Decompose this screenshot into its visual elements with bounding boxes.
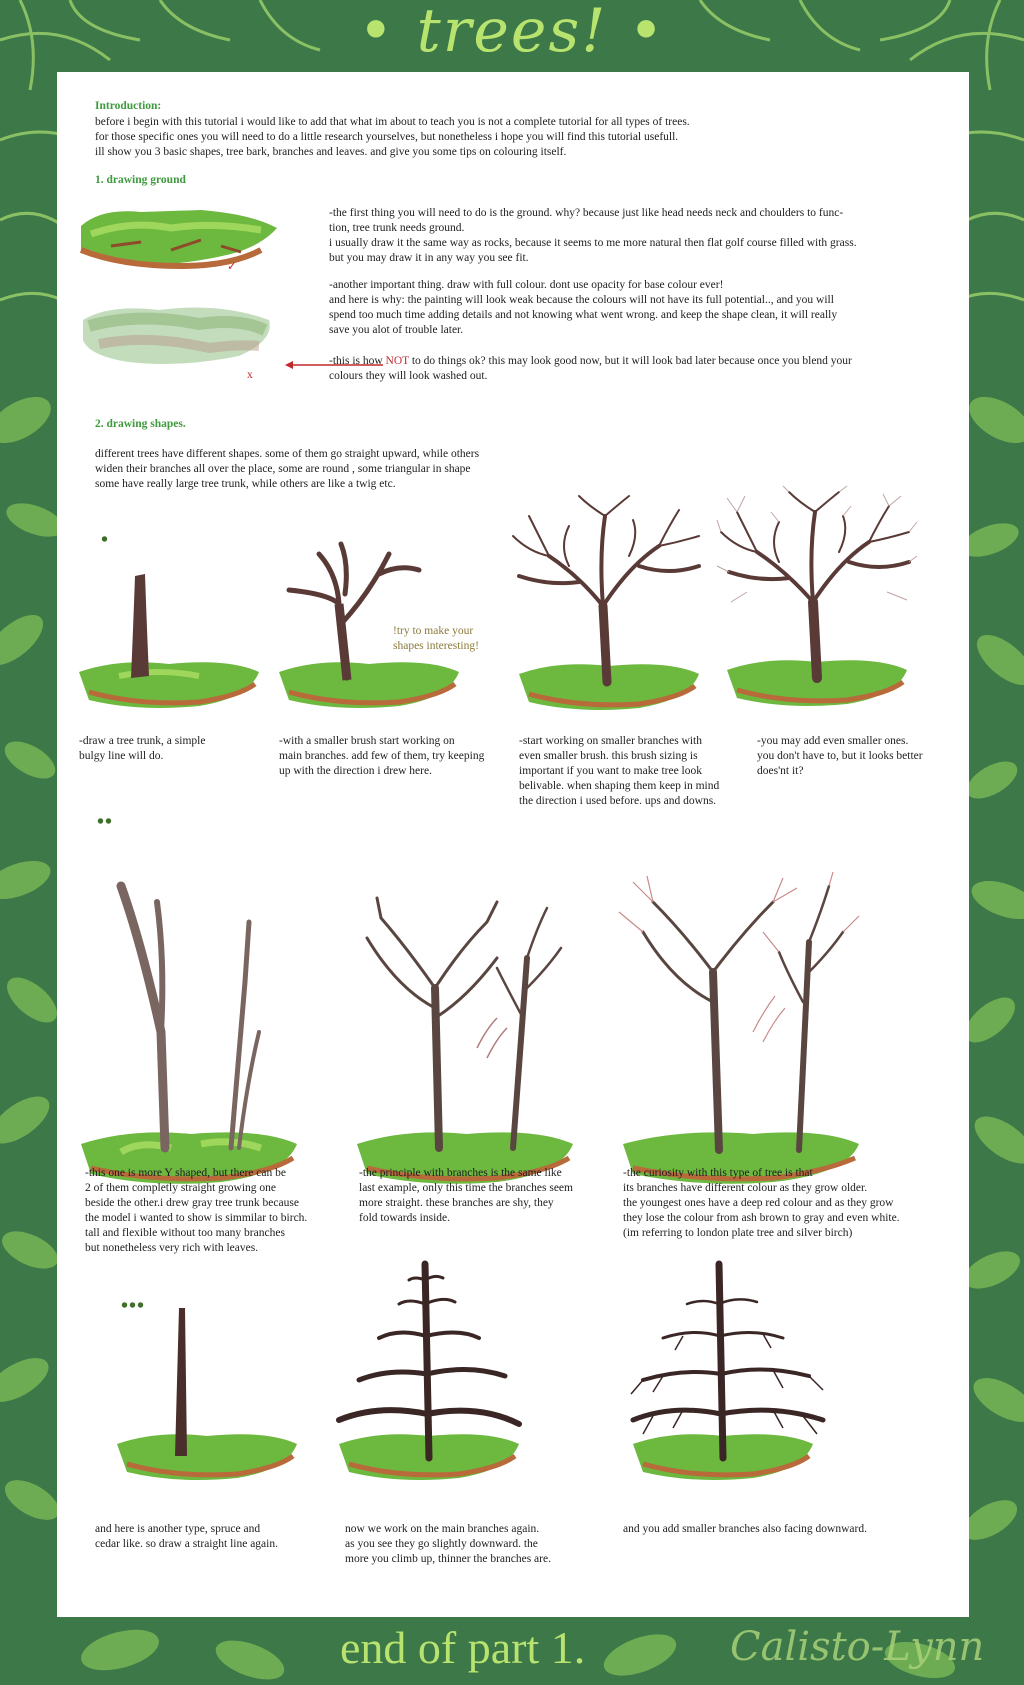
intro-heading: Introduction: [95,100,162,112]
caption-row2-3: -the curiosity with this type of tree is that its branches have different colour as they grow older. the youngest ones have a deep red colour and as they grow they lose the colour from ash brown to gray and even white. (im referring to london plate tree and silver birch) [623,1167,900,1239]
caption-row1-3: -start working on smaller branches with even smaller brush. this brush sizing is important if you want to make tree look belivable. when shaping them keep in mind the direction i used before. ups and downs. [519,735,720,807]
caption-row1-1: -draw a tree trunk, a simple bulgy line will do. [79,735,206,762]
footer-title: end of part 1. [340,1622,586,1673]
caption-row2-2: -the principle with branches is the same like last example, only this time the branches seem more straight. these branches are shy, they fold towards inside. [359,1167,573,1224]
tree-y-shaped-birch [81,882,301,1212]
shapes-heading: 2. drawing shapes. [95,418,186,430]
caption-row3-2: now we work on the main branches again. as you see they go slightly downward. the more you climb up, thinner the branches are. [345,1523,551,1565]
shapes-tip-note: !try to make your shapes interesting! [393,625,479,652]
good-mark: ✓ [227,261,237,273]
tree-step-3-smaller-branches [509,496,709,726]
tutorial-panel [57,72,969,1617]
ground-text-2: -another important thing. draw with full colour. dont use opacity for base colour ever! and here is why: the painting will look weak because the colours will not have its full potential.., and you will spend too much time adding details and not knowing what went wrong. and keep the shape clean, it will really save you alot of trouble later. [329,279,838,336]
tree-step-1-trunk [79,572,269,722]
row1-marker: • [101,529,110,551]
ground-heading: 1. drawing ground [95,174,186,186]
caption-row1-2: -with a smaller brush start working on main branches. add few of them, try keeping up with the direction i drew here. [279,735,485,777]
ground-not-text: -this is how NOT to do things ok? this may look good now, but it will look bad later because once you blend your colours they will look washed out. [329,355,852,382]
artist-signature: Calisto-Lynn [730,1624,985,1670]
tree-spruce-trunk [117,1304,307,1504]
row3-marker: ••• [121,1295,146,1317]
ground-text-1: -the first thing you will need to do is the ground. why? because just like head needs neck and choulders to func- tion, tree trunk needs ground. i usually draw it the same way as rocks, because it seems to me more natural then flat golf course filled with grass. but you may draw it in any way you see fit. [329,207,857,264]
page-title: • trees! • [358,0,666,66]
tree-coloured-branches [603,872,863,1210]
caption-row3-3: and you add smaller branches also facing downward. [623,1523,867,1535]
tree-spruce-detailed [623,1264,833,1504]
bad-ground-illustration [79,300,279,370]
tree-spruce-main-branches [329,1264,529,1504]
tree-step-4-detailed-branches [717,492,917,724]
caption-row1-4: -you may add even smaller ones. you don't have to, but it looks better does'nt it? [757,735,923,777]
caption-row3-1: and here is another type, spruce and cedar like. so draw a straight line again. [95,1523,278,1550]
intro-text: before i begin with this tutorial i would like to add that what im about to teach you is not a complete tutorial for all types of trees. for those specific ones you will need to do a little research yourselves, but nonetheless i hope you will find this tutorial usefull. ill show you 3 basic shapes, tree bark, branches and leaves. and give you some tips on colouring itself. [95,116,690,158]
shapes-intro-text: different trees have different shapes. some of them go straight upward, while others widen their branches all over the place, some are round , some triangular in shape some have really large tree trunk, while others are like a twig etc. [95,448,480,490]
bad-mark: x [247,369,253,381]
caption-row2-1: -this one is more Y shaped, but there can be 2 of them completly straight growing one beside the other.i drew gray tree trunk because the model i wanted to show is simmilar to birch. tall and flexible without too many branches but nonetheless very rich with leaves. [85,1167,308,1254]
tree-straight-branches [337,898,577,1210]
good-ground-illustration [81,206,281,278]
row2-marker: •• [97,811,114,833]
